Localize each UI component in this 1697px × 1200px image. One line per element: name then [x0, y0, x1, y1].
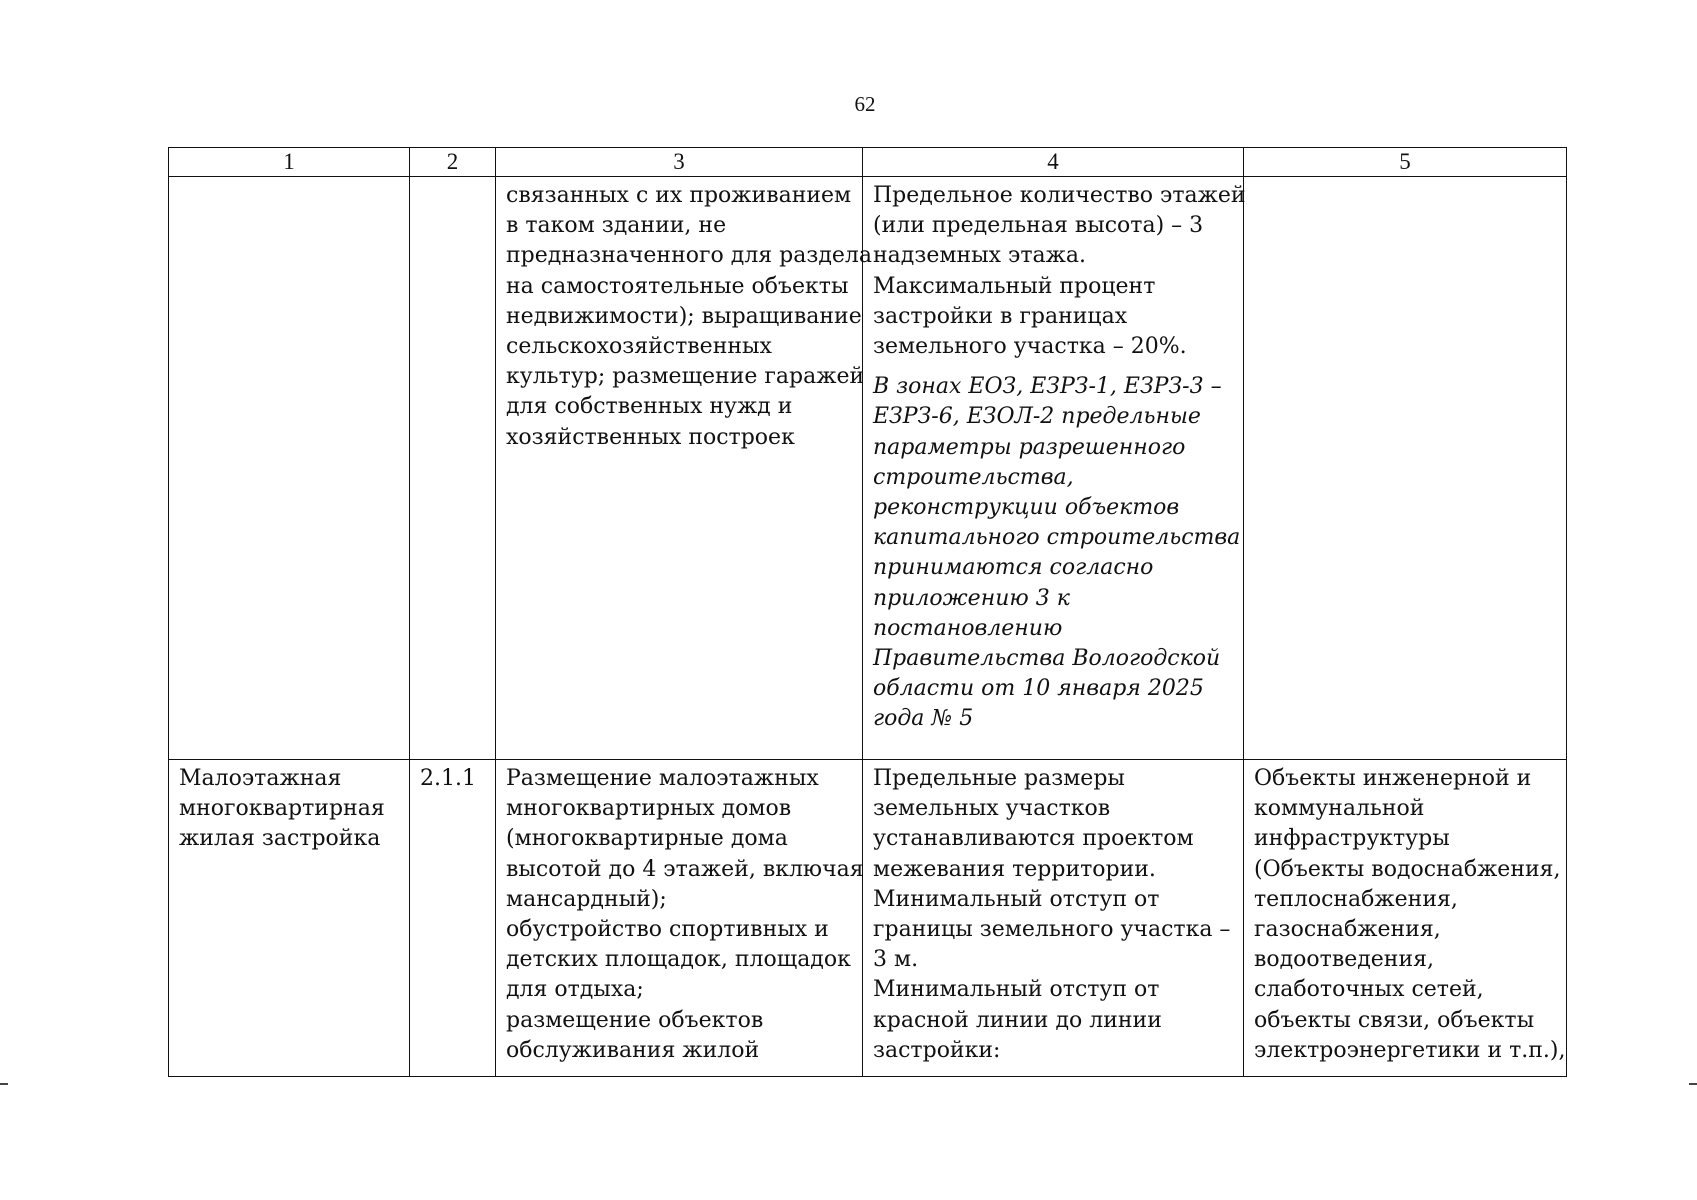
use-name-line: многоквартирная — [179, 796, 385, 822]
zone-note-line: В зонах ЕОЗ, ЕЗРЗ-1, ЕЗРЗ-3 – — [873, 374, 1222, 400]
use-name-line: Малоэтажная — [179, 766, 342, 791]
parameter-line: застройки в границах — [873, 303, 1128, 329]
parameter-line: красной линии до линии — [873, 1007, 1162, 1033]
zone-note-line: приложению 3 к — [873, 585, 1070, 611]
description-line: культур; размещение гаражей — [506, 364, 865, 390]
description-line: обустройство спортивных и — [506, 917, 829, 943]
parameter-line: (или предельная высота) – 3 — [873, 213, 1204, 239]
zone-note-line: строительства, — [873, 464, 1074, 490]
cell-parameters — [863, 760, 1244, 1077]
parameter-line: Максимальный процент — [873, 273, 1156, 299]
parameter-line: земельных участков — [873, 796, 1111, 822]
zone-note-line: принимаются согласно — [873, 555, 1154, 581]
parameter-line: границы земельного участка – — [873, 917, 1231, 943]
parameter-line: застройки: — [873, 1037, 1001, 1063]
description-line: связанных с их проживанием — [506, 183, 852, 208]
cell-auxiliary-uses — [1244, 760, 1567, 1077]
description-line: размещение объектов — [506, 1007, 764, 1033]
description-line: детских площадок, площадок — [506, 947, 851, 973]
description-line: Размещение малоэтажных — [506, 766, 819, 791]
cell-auxiliary-uses-empty — [1244, 177, 1567, 760]
zone-note-line: постановлению — [873, 615, 1063, 641]
scan-margin-mark-right — [1689, 1083, 1697, 1085]
description-line: в таком здании, не — [506, 213, 727, 239]
table-header-row — [169, 148, 1567, 177]
cell-use-name — [169, 760, 410, 1077]
page-number: 62 — [854, 92, 876, 116]
description-line: хозяйственных построек — [506, 424, 795, 450]
auxiliary-line: инфраструктуры — [1254, 826, 1450, 852]
parameter-line: надземных этажа. — [873, 243, 1086, 269]
cell-code: 2.1.1 — [410, 760, 496, 1077]
parameter-line: Минимальный отступ от — [873, 886, 1160, 912]
description-line: обслуживания жилой — [506, 1037, 760, 1063]
cell-parameters — [863, 177, 1244, 760]
zone-note-line: ЕЗРЗ-6, ЕЗОЛ-2 предельные — [873, 404, 1201, 430]
parameter-line: Минимальный отступ от — [873, 977, 1160, 1003]
auxiliary-line: объекты связи, объекты — [1254, 1007, 1535, 1033]
auxiliary-line: газоснабжения, — [1254, 917, 1441, 943]
zone-note-line: Правительства Вологодской — [873, 646, 1221, 672]
parameter-line: земельного участка – 20%. — [873, 334, 1187, 360]
header-col-4: 4 — [863, 148, 1244, 177]
use-name-line: жилая застройка — [179, 826, 381, 852]
description-line: предназначенного для раздела — [506, 243, 873, 269]
cell-use-name-empty — [169, 177, 410, 760]
cell-use-description — [496, 760, 863, 1077]
auxiliary-line: электроэнергетики и т.п.), — [1254, 1037, 1566, 1063]
zone-note-line: параметры разрешенного — [873, 434, 1186, 460]
auxiliary-line: водоотведения, — [1254, 947, 1435, 973]
description-line: сельскохозяйственных — [506, 334, 772, 360]
description-line: многоквартирных домов — [506, 796, 792, 822]
description-line: для собственных нужд и — [506, 394, 793, 420]
header-col-2: 2 — [410, 148, 496, 177]
table-row-continuation — [169, 177, 1567, 760]
auxiliary-line: теплоснабжения, — [1254, 886, 1458, 912]
zone-note-line: года № 5 — [873, 706, 974, 732]
description-line: мансардный); — [506, 886, 667, 912]
parameter-line: 3 м. — [873, 947, 919, 973]
auxiliary-line: слаботочных сетей, — [1254, 977, 1484, 1003]
auxiliary-line: Объекты инженерной и — [1254, 766, 1532, 791]
paragraph-gap — [873, 362, 1235, 372]
description-line: (многоквартирные дома — [506, 826, 788, 852]
table-row-lowrise-residential — [169, 760, 1567, 1077]
description-line: недвижимости); выращивание — [506, 303, 862, 329]
zone-note-line: области от 10 января 2025 — [873, 676, 1204, 702]
description-line: на самостоятельные объекты — [506, 273, 849, 299]
header-col-1: 1 — [169, 148, 410, 177]
cell-use-description — [496, 177, 873, 760]
parameter-line: Предельные размеры — [873, 766, 1125, 791]
zone-note-line: реконструкции объектов — [873, 495, 1180, 521]
parameter-line: Предельное количество этажей — [873, 183, 1246, 208]
zone-note-line: капитального строительства — [873, 525, 1241, 551]
scan-margin-mark-left — [0, 1083, 8, 1085]
auxiliary-line: коммунальной — [1254, 796, 1425, 822]
description-line: для отдыха; — [506, 977, 644, 1003]
description-line: высотой до 4 этажей, включая — [506, 856, 864, 882]
zoning-regulations-table — [168, 147, 1567, 1077]
auxiliary-line: (Объекты водоснабжения, — [1254, 856, 1561, 882]
parameter-line: устанавливаются проектом — [873, 826, 1194, 852]
header-col-3: 3 — [496, 148, 863, 177]
header-col-5: 5 — [1244, 148, 1567, 177]
cell-code-empty — [410, 177, 496, 760]
parameter-line: межевания территории. — [873, 856, 1156, 882]
